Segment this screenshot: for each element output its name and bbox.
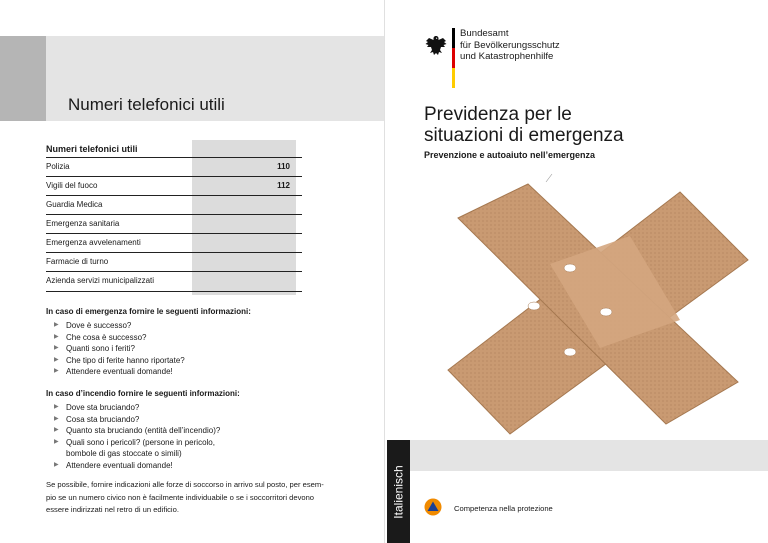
list-item: ▶ Dove è successo? — [54, 321, 132, 330]
triangle-right-icon: ▶ — [54, 356, 59, 363]
phone-row-medical-guard — [46, 195, 302, 215]
agency-name — [460, 28, 560, 63]
triangle-right-icon: ▶ — [54, 427, 59, 434]
text-line: pio se un numero civico non è facilmente individuabile o se i soccorritori devono — [46, 492, 315, 502]
list-item: ▶ Quanto sta bruciando (entità dell’incendio)? — [54, 426, 221, 436]
emergency-info-list — [54, 320, 185, 378]
phone-row-label: Farmacie di turno — [46, 257, 109, 266]
phone-row-fire — [46, 176, 302, 196]
phone-row-health-emergency — [46, 214, 302, 234]
title-line: Previdenza per le — [424, 104, 572, 125]
page-fold-divider — [384, 0, 385, 543]
emergency-info-heading: In caso di emergenza fornire le seguenti informazioni: — [46, 307, 251, 316]
brochure-title — [424, 104, 754, 146]
triangle-right-icon: ▶ — [54, 404, 59, 410]
triangle-right-icon: ▶ — [54, 438, 59, 445]
language-label-text: Italienisch — [391, 464, 406, 519]
title-line: situazioni di emergenza — [424, 125, 624, 146]
phone-row-number: 112 — [277, 181, 290, 190]
triangle-right-icon: ▶ — [54, 345, 59, 352]
crossed-bandage-image — [430, 172, 760, 442]
triangle-right-icon: ▶ — [54, 415, 59, 422]
phone-row-police — [46, 157, 302, 177]
phone-row-label: Emergenza sanitaria — [46, 219, 120, 228]
agency-line: für Bevölkerungsschutz — [460, 39, 560, 51]
phone-row-pharmacies — [46, 252, 302, 272]
triangle-right-icon: ▶ — [54, 461, 59, 468]
phone-row-label: Vigili del fuoco — [46, 181, 98, 190]
list-item: ▶ Attendere eventuali domande! — [54, 367, 173, 377]
phone-row-label: Guardia Medica — [46, 200, 103, 209]
phone-row-number: 110 — [277, 162, 290, 171]
phone-row-municipal-services — [46, 271, 302, 292]
agency-line: Bundesamt — [460, 28, 509, 39]
left-page-title: Numeri telefonici utili — [68, 95, 225, 114]
list-item: ▶ Che tipo di ferite hanno riportate? — [54, 355, 185, 365]
brochure-subtitle: Prevenzione e autoaiuto nell’emergenza — [424, 150, 596, 160]
phone-row-label: Emergenza avvelenamenti — [46, 238, 141, 247]
agency-line: und Katastrophenhilfe — [460, 51, 554, 62]
list-item: ▶ Quali sono i pericoli? (persone in pericolo, — [54, 437, 215, 447]
language-tab-label — [387, 440, 410, 543]
triangle-right-icon: ▶ — [54, 368, 59, 375]
right-footer-band — [410, 440, 768, 471]
fire-info-heading: In caso d’incendio fornire le seguenti informazioni: — [46, 389, 240, 398]
german-flag-bar — [452, 28, 455, 88]
list-item: ▶ Dove sta bruciando? — [54, 403, 140, 412]
text-line: Se possibile, fornire indicazioni alle forze di soccorso in arrivo sul posto, per esem- — [46, 480, 324, 489]
list-item: ▶ Quanti sono i feriti? — [54, 344, 135, 354]
list-item: ▶ Che cosa è successo? — [54, 332, 147, 342]
triangle-right-icon: ▶ — [54, 333, 59, 340]
list-item-continuation: bombole di gas stoccate o simili) — [66, 449, 182, 459]
phone-row-label: Polizia — [46, 162, 70, 171]
civil-protection-triangle-icon — [424, 498, 442, 516]
rescue-guidance-text — [46, 479, 324, 517]
text-line: essere indirizzati nel retro di un edificio. — [46, 505, 179, 514]
logo-caption: Competenza nella protezione — [454, 504, 553, 513]
left-accent-block — [0, 36, 46, 121]
phone-row-label: Azienda servizi municipalizzati — [46, 276, 155, 285]
list-item: ▶ Cosa sta bruciando? — [54, 414, 140, 424]
triangle-right-icon: ▶ — [54, 322, 59, 328]
list-item: ▶ Attendere eventuali domande! — [54, 460, 173, 470]
phone-table-heading: Numeri telefonici utili — [46, 144, 138, 154]
fire-info-list — [54, 402, 221, 472]
federal-eagle-icon — [424, 34, 448, 56]
phone-row-poison-emergency — [46, 233, 302, 253]
